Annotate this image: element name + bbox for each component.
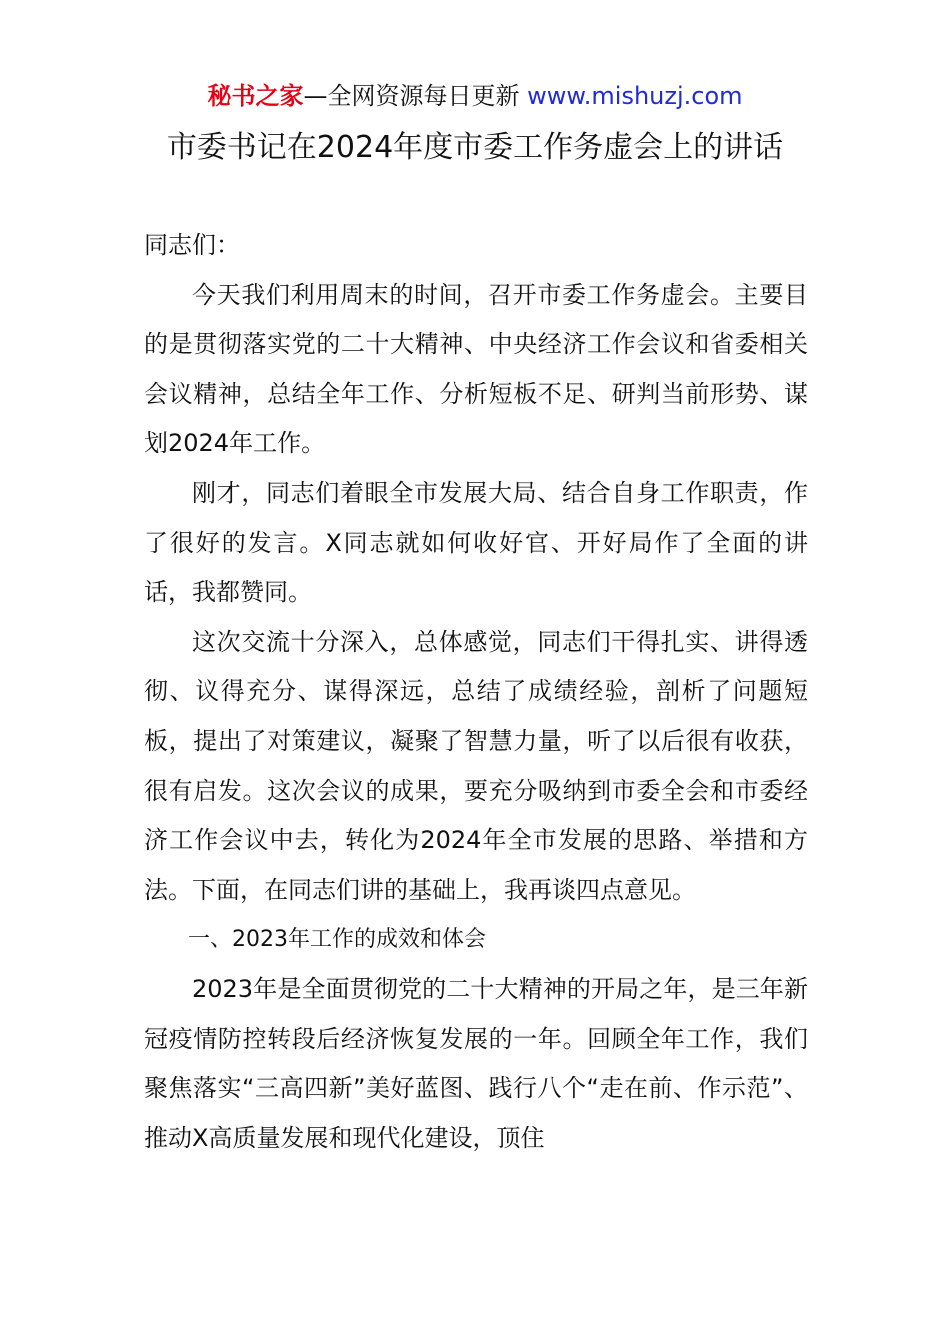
paragraph: 刚才，同志们着眼全市发展大局、结合自身工作职责，作了很好的发言。X同志就如何收好官、开好局作了全面的讲话，我都赞同。	[144, 478, 808, 607]
paragraph: 2023年是全面贯彻党的二十大精神的开局之年，是三年新冠疫情防控转段后经济恢复发展的一年。回顾全年工作，我们聚焦落实“三高四新”美好蓝图、践行八个“走在前、作示范”、推动X高质量发展和现代化建设，顶住	[144, 974, 808, 1152]
salutation: 同志们：	[144, 231, 240, 259]
paragraph: 今天我们利用周末的时间，召开市委工作务虚会。主要目的是贯彻落实党的二十大精神、中央经济工作会议和省委相关会议精神，总结全年工作、分析短板不足、研判当前形势、谋划2024年工作。	[144, 280, 808, 458]
site-header	[0, 80, 950, 112]
document-body	[144, 221, 808, 1163]
page-title: 市委书记在2024年度市委工作务虚会上的讲话	[166, 130, 784, 165]
site-tagline: —全网资源每日更新	[303, 82, 528, 110]
section-heading: 一、2023年工作的成效和体会	[188, 927, 486, 953]
site-url-link[interactable]: www.mishuzj.com	[527, 82, 743, 110]
paragraph: 这次交流十分深入，总体感觉，同志们干得扎实、讲得透彻、议得充分、谋得深远，总结了成绩经验，剖析了问题短板，提出了对策建议，凝聚了智慧力量，听了以后很有收获，很有启发。这次会议的成果，要充分吸纳到市委全会和市委经济工作会议中去，转化为2024年全市发展的思路、举措和方法。下面，在同志们讲的基础上，我再谈四点意见。	[144, 627, 808, 904]
brand-name: 秘书之家	[207, 82, 304, 110]
